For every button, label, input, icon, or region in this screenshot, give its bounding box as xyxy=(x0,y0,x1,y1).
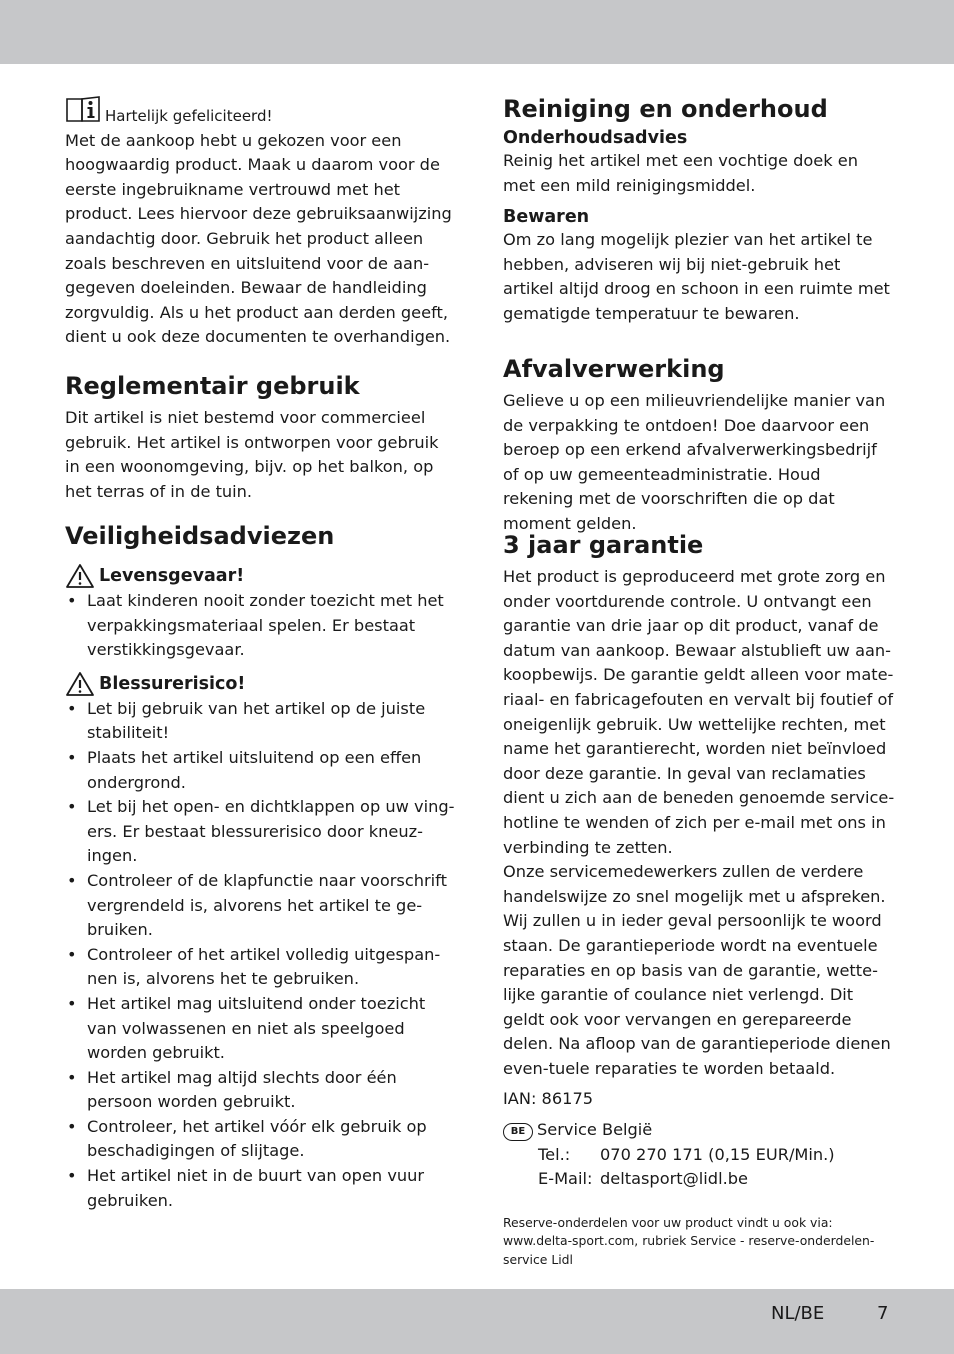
intro-heading-line xyxy=(65,95,457,129)
service-block xyxy=(503,1118,895,1192)
footer-language: NL/BE xyxy=(771,1303,825,1324)
list-item: • Let bij het open- en dichtklappen op uw ving-ers. Er bestaat blessurerisico door kneuz-ingen. xyxy=(65,795,457,869)
page-number: 7 xyxy=(877,1303,889,1324)
country-badge: BE xyxy=(503,1123,533,1141)
spare-parts-note: Reserve-onderdelen voor uw product vindt u ook via: www.delta-sport.com, rubriek Service - reserve-onderdelen-service Lidl xyxy=(503,1214,875,1268)
waste-section xyxy=(503,354,895,537)
warning-triangle-icon xyxy=(65,671,95,697)
cleaning-title: Reiniging en onderhoud xyxy=(503,95,828,123)
danger-list xyxy=(65,589,457,663)
warranty-text-2: Onze servicemedewerkers zullen de verdere handelswijze zo snel mogelijk met u afspreken. Wij zullen u in ieder geval persoonlijk te woord staan. De garantieperiode wordt na eventuele reparaties en op basis van de garantie, wette-lijke garantie of coulance niet verlengd. Dit geldt ook voor vervangen en gerepareerde delen. Na afloop van de garantieperiode dienen even-tuele reparaties te worden betaald. xyxy=(503,862,891,1078)
danger-title: Levensgevaar! xyxy=(99,566,245,586)
tel-label: Tel.: xyxy=(538,1144,571,1164)
service-email-row xyxy=(503,1167,895,1192)
manual-info-icon xyxy=(65,95,101,123)
list-item: • Controleer, het artikel vóór elk gebruik op beschadigingen of slijtage. xyxy=(65,1115,457,1164)
warning-triangle-icon xyxy=(65,563,95,589)
danger-heading xyxy=(65,563,457,589)
maintenance-text: Reinig het artikel met een vochtige doek en met een mild reinigingsmiddel. xyxy=(503,151,858,195)
maintenance-title: Onderhoudsadvies xyxy=(503,128,688,148)
email-value: deltasport@lidl.be xyxy=(600,1169,748,1189)
injury-heading xyxy=(65,671,457,697)
list-item: • Controleer of de klapfunctie naar voorschrift vergrendeld is, alvorens het artikel te ge-bruiken. xyxy=(65,869,457,943)
service-name: Service België xyxy=(537,1120,653,1140)
top-bar xyxy=(0,0,954,64)
warranty-text-1: Het product is geproduceerd met grote zorg en onder voortdurende controle. U ontvangt een garantie van drie jaar op dit product, vanaf de datum van aankoop. Bewaar alstublieft uw aan-koopbewijs. De garantie geldt alleen voor mate-riaal- en fabricagefouten en vervalt bij foutief of oneigenlijk gebruik. Uw wettelijke rechten, met name het garantierecht, worden niet beïnvloed door deze garantie. In geval van reclamaties dient u zich aan de beneden genoemde service-hotline te wenden of zich per e-mail met ons in verbinding te zetten. xyxy=(503,567,895,857)
usage-text: Dit artikel is niet bestemd voor commercieel gebruik. Het artikel is ontworpen voor gebruik in een woonomgeving, bijv. op het balkon, op het terras of in de tuin. xyxy=(65,408,439,501)
list-item: • Het artikel niet in de buurt van open vuur gebruiken. xyxy=(65,1164,457,1213)
tel-value: 070 270 171 (0,15 EUR/Min.) xyxy=(600,1144,835,1164)
storage-text: Om zo lang mogelijk plezier van het artikel te hebben, adviseren wij bij niet-gebruik het artikel altijd droog en schoon in een ruimte met gematigde temperatuur te bewaren. xyxy=(503,230,890,323)
email-label: E-Mail: xyxy=(538,1169,593,1189)
usage-section xyxy=(65,371,457,504)
list-item: • Het artikel mag uitsluitend onder toezicht van volwassenen en niet als speelgoed worden gebruikt. xyxy=(65,992,457,1066)
ian-number: IAN: 86175 xyxy=(503,1089,594,1109)
storage-title: Bewaren xyxy=(503,207,590,228)
warranty-title: 3 jaar garantie xyxy=(503,531,704,559)
usage-title: Reglementair gebruik xyxy=(65,372,360,400)
list-item: • Het artikel mag altijd slechts door één persoon worden gebruikt. xyxy=(65,1066,457,1115)
waste-title: Afvalverwerking xyxy=(503,355,725,383)
list-item: • Controleer of het artikel volledig uitgespan-nen is, alvorens het te gebruiken. xyxy=(65,943,457,992)
list-item: • Let bij gebruik van het artikel op de juiste stabiliteit! xyxy=(65,697,457,746)
intro-text: Met de aankoop hebt u gekozen voor een hoogwaardig product. Maak u daarom voor de eerste ingebruikname vertrouwd met het product. Lees hiervoor deze gebruiksaanwijzing aandachtig door. Gebruik het product alleen zoals beschreven en uitsluitend voor de aan-gegeven doeleinden. Bewaar de handleiding zorgvuldig. Als u het product aan derden geeft, dient u ook deze documenten te overhandigen. xyxy=(65,130,452,347)
warranty-section xyxy=(503,530,895,1270)
safety-section xyxy=(65,521,457,1213)
intro-section xyxy=(65,95,457,350)
waste-text: Gelieve u op een milieuvriendelijke manier van de verpakking te ontdoen! Doe daarvoor een beroep op een erkend afvalverwerkingsbedrijf of op uw gemeenteadministratie. Houd rekening met de voorschriften die op dat moment gelden. xyxy=(503,391,886,533)
injury-title: Blessurerisico! xyxy=(99,673,246,694)
service-line xyxy=(503,1118,895,1143)
intro-heading: Hartelijk gefeliciteerd! xyxy=(105,107,273,125)
list-item: • Laat kinderen nooit zonder toezicht met het verpakkingsmateriaal spelen. Er bestaat verstikkingsgevaar. xyxy=(65,589,457,663)
cleaning-section xyxy=(503,94,895,327)
service-tel-row xyxy=(503,1143,895,1168)
injury-list xyxy=(65,697,457,1213)
list-item: • Plaats het artikel uitsluitend op een effen ondergrond. xyxy=(65,746,457,795)
safety-title: Veiligheidsadviezen xyxy=(65,522,335,550)
